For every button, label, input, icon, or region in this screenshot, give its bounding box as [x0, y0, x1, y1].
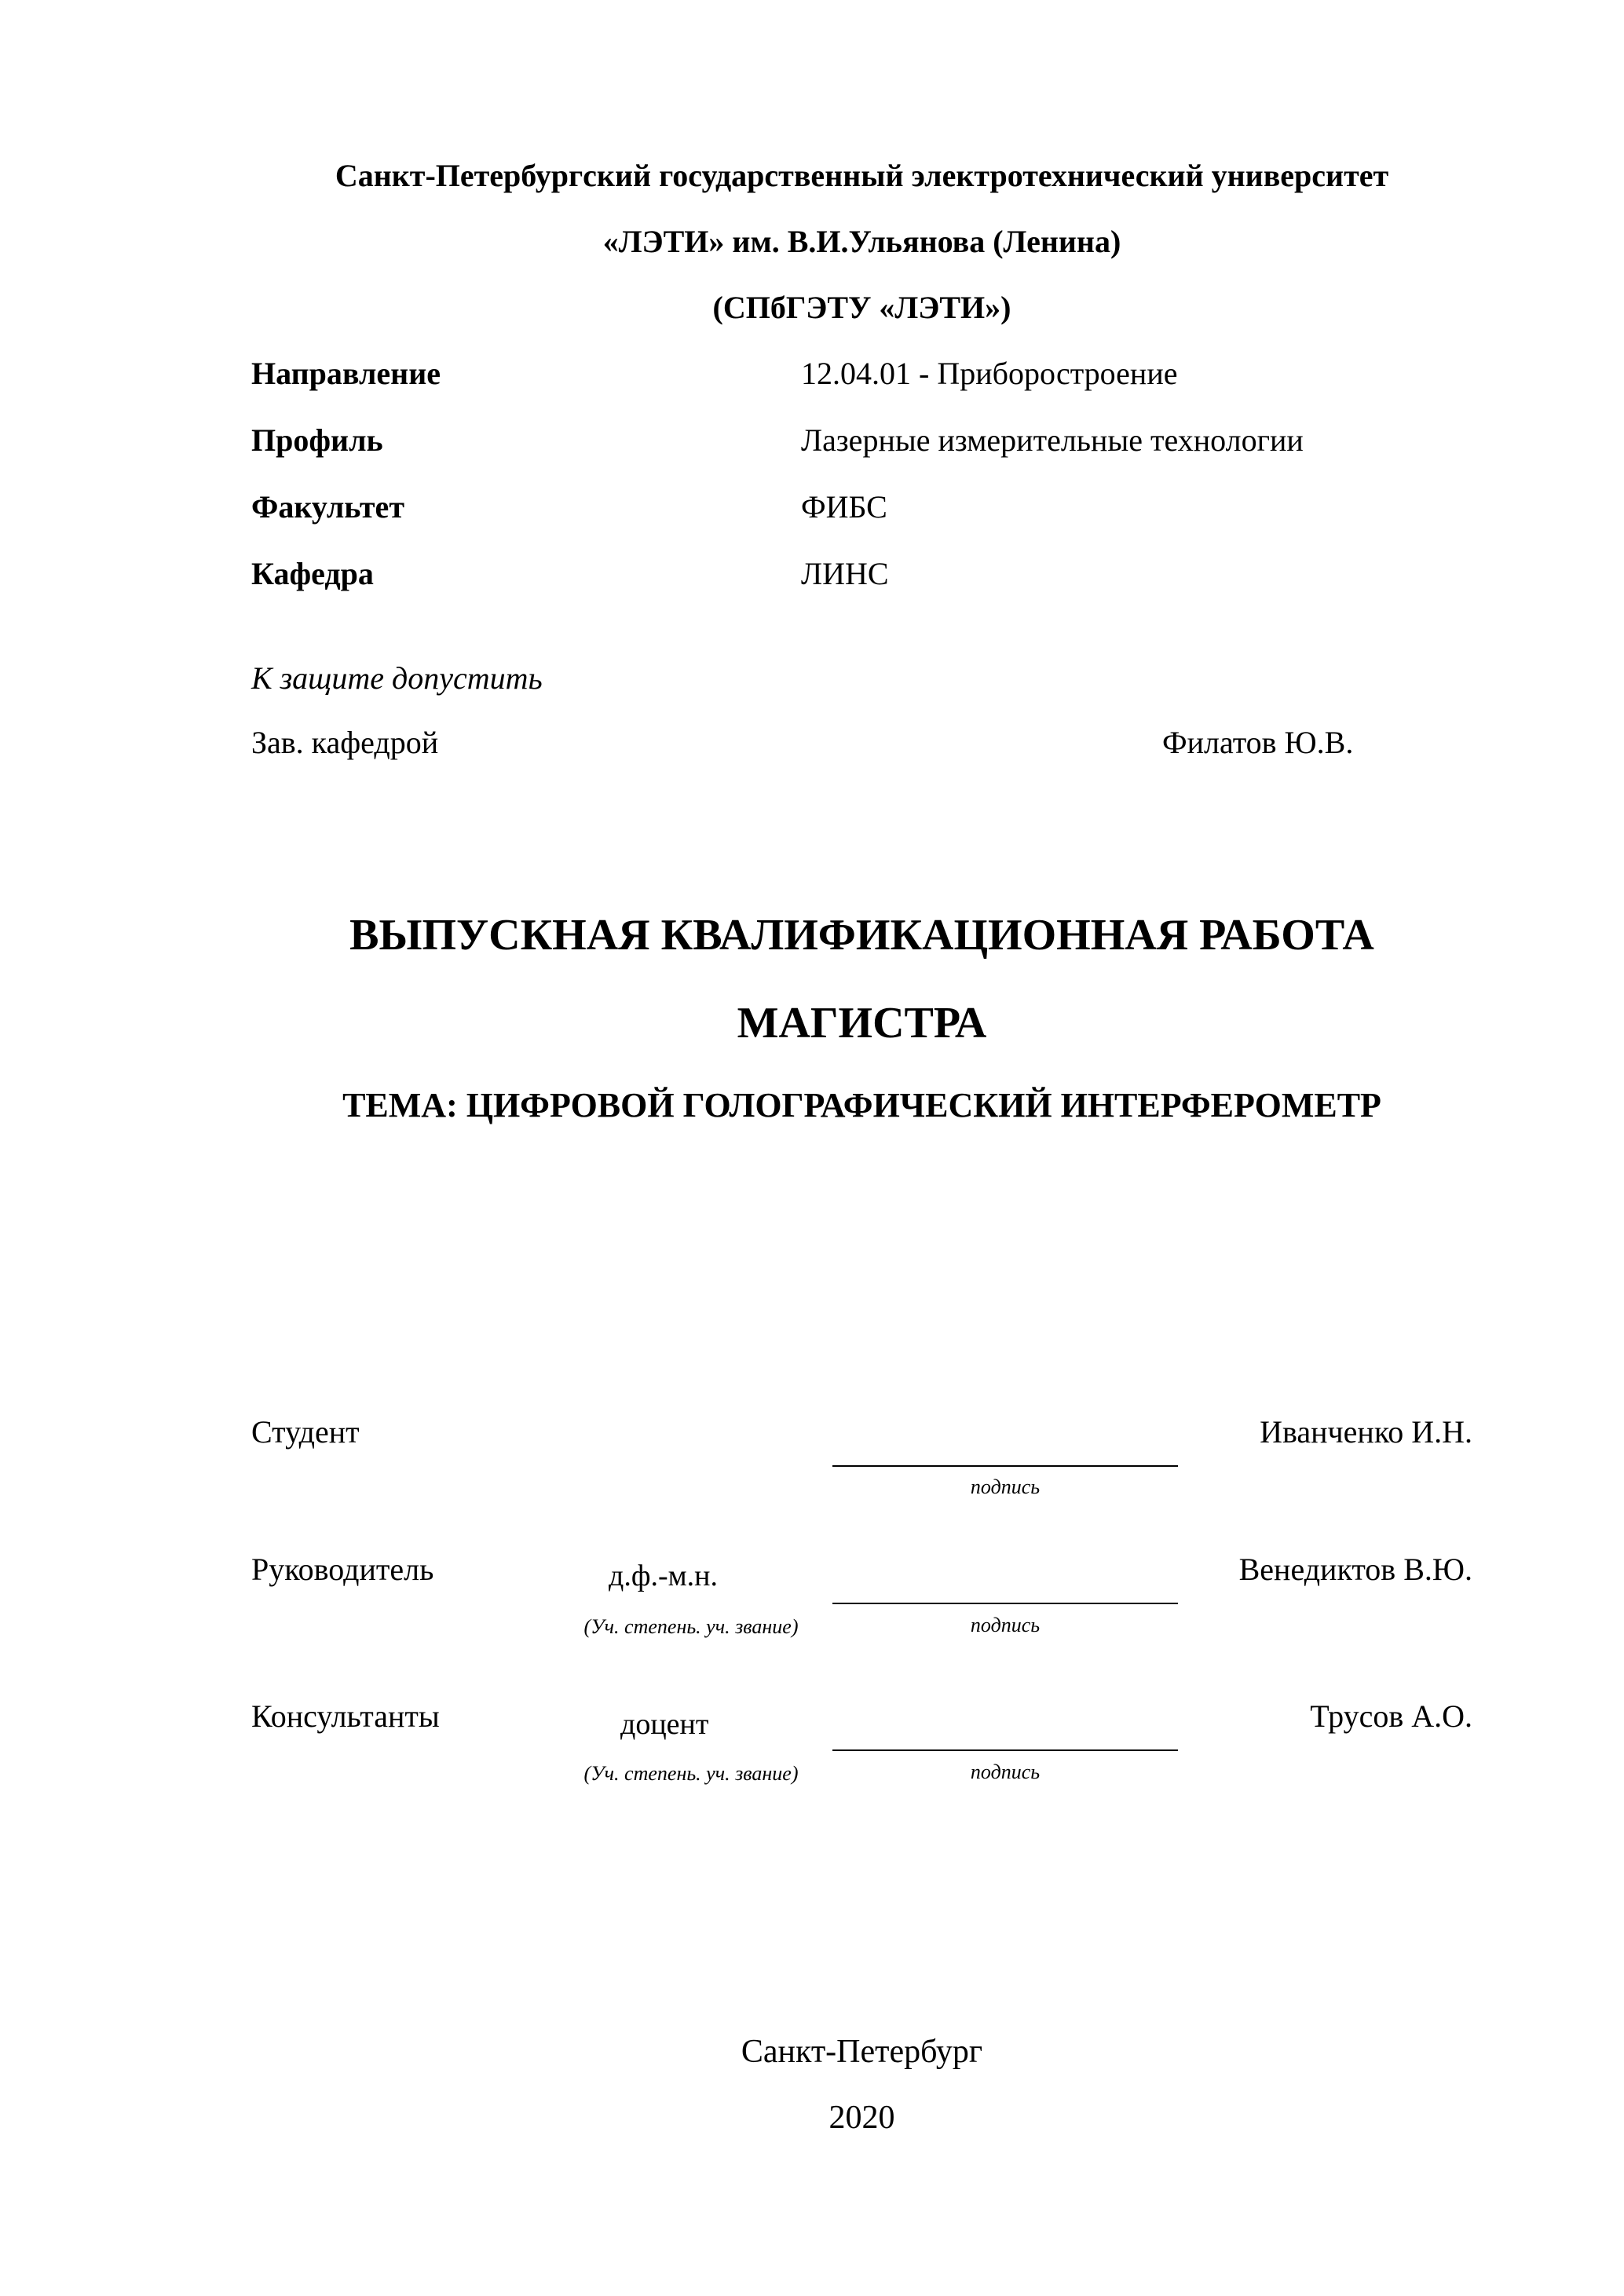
footer-city: Санкт-Петербург: [741, 2034, 983, 2070]
field-value-faculty: ФИБС: [801, 489, 887, 525]
signature-line-supervisor: [832, 1603, 1178, 1604]
thesis-title-line2: МАГИСТРА: [737, 999, 987, 1047]
signature-name-consultants: Трусов А.О.: [1310, 1698, 1472, 1734]
field-label-faculty: Факультет: [251, 489, 404, 525]
signature-caption-student: подпись: [970, 1475, 1041, 1498]
signature-role-supervisor: Руководитель: [251, 1552, 434, 1587]
university-abbreviation: (СПбГЭТУ «ЛЭТИ»): [712, 290, 1011, 325]
approval-name: Филатов Ю.В.: [1162, 725, 1354, 760]
signature-line-consultants: [832, 1749, 1178, 1751]
approval-role: Зав. кафедрой: [251, 725, 439, 760]
signature-line-student: [832, 1465, 1178, 1467]
university-name: Санкт-Петербургский государственный электротехнический университет: [335, 158, 1389, 193]
signature-role-student: Студент: [251, 1414, 360, 1450]
footer-year: 2020: [828, 2100, 895, 2136]
signature-degree-supervisor: д.ф.-м.н.: [609, 1559, 718, 1592]
thesis-theme: ТЕМА: ЦИФРОВОЙ ГОЛОГРАФИЧЕСКИЙ ИНТЕРФЕРОМЕТР: [342, 1086, 1381, 1124]
signature-role-consultants: Консультанты: [251, 1698, 440, 1734]
field-label-direction: Направление: [251, 356, 441, 391]
approval-notice: К защите допустить: [251, 660, 543, 696]
field-label-profile: Профиль: [251, 422, 383, 458]
signature-caption-consultants: подпись: [970, 1760, 1041, 1783]
university-name-line2: «ЛЭТИ» им. В.И.Ульянова (Ленина): [602, 224, 1121, 259]
degree-caption-supervisor: (Уч. степень. уч. звание): [583, 1615, 799, 1638]
signature-name-student: Иванченко И.Н.: [1260, 1414, 1472, 1450]
field-value-direction: 12.04.01 - Приборостроение: [801, 356, 1178, 391]
signature-caption-supervisor: подпись: [970, 1614, 1041, 1636]
field-value-department: ЛИНС: [801, 556, 889, 591]
field-value-profile: Лазерные измерительные технологии: [801, 422, 1304, 458]
thesis-title-line1: ВЫПУСКНАЯ КВАЛИФИКАЦИОННАЯ РАБОТА: [349, 911, 1374, 960]
field-label-department: Кафедра: [251, 556, 374, 591]
degree-caption-consultants: (Уч. степень. уч. звание): [583, 1762, 799, 1785]
signature-name-supervisor: Венедиктов В.Ю.: [1238, 1552, 1472, 1587]
signature-degree-consultants: доцент: [620, 1708, 709, 1741]
